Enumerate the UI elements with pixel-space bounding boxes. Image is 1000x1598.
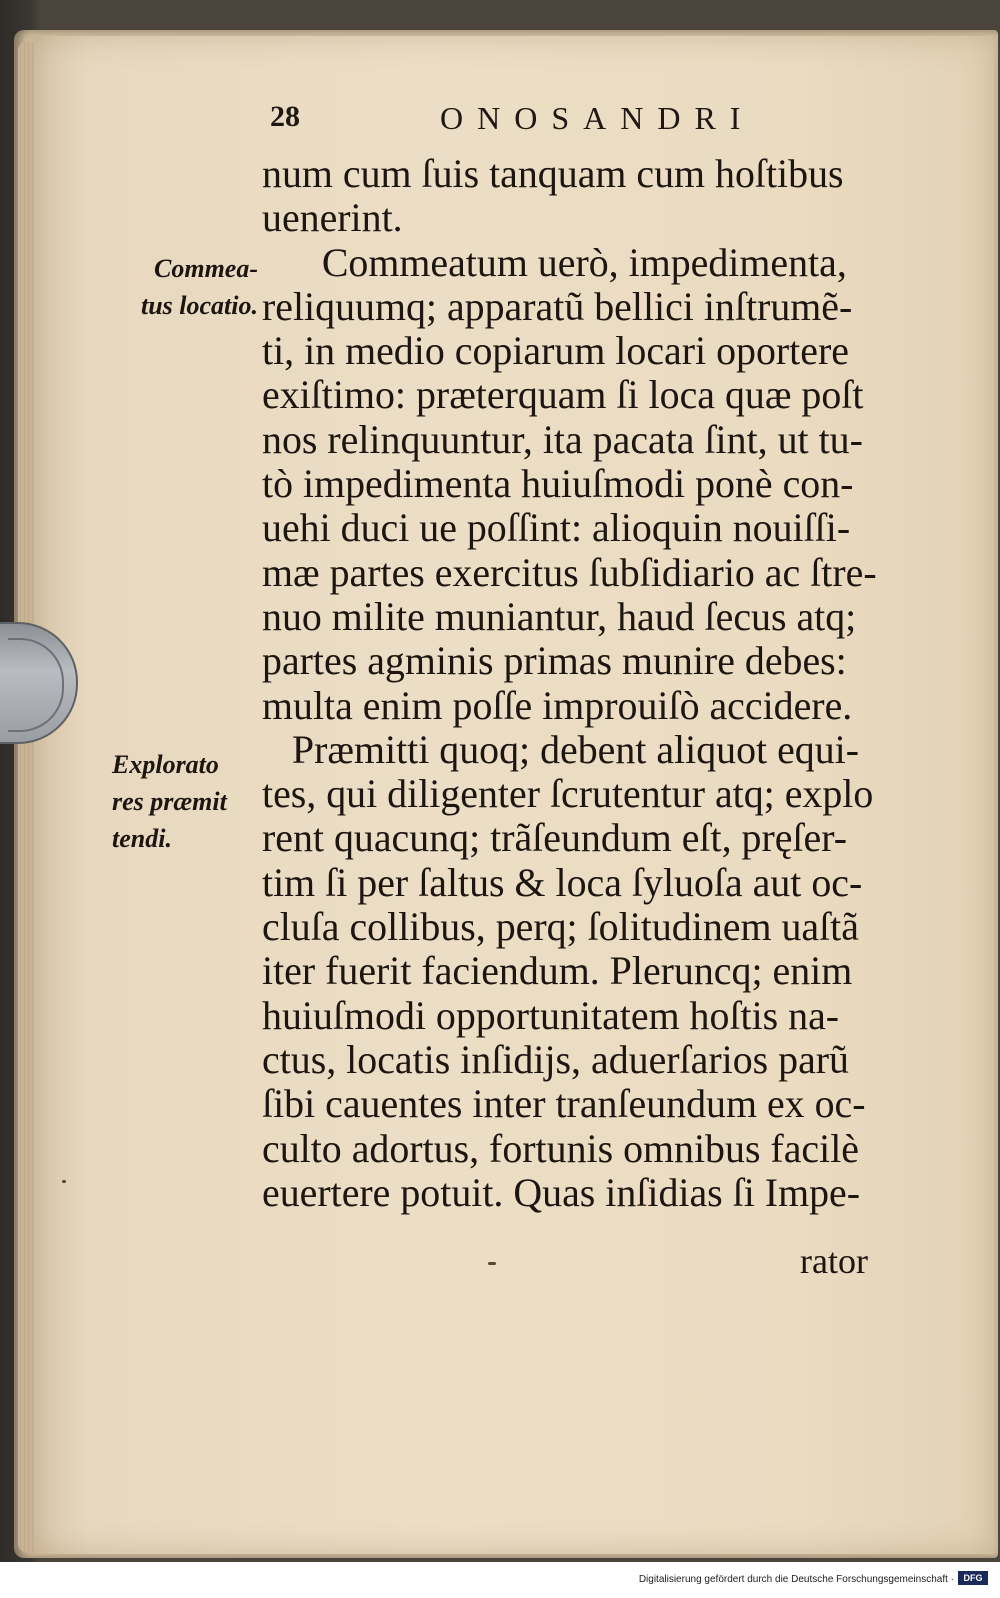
ink-speck [62, 1180, 66, 1183]
marginal-note-line: Explorato [112, 750, 219, 779]
text-line: nos relinquuntur, ita pacata ſint, ut tu- [262, 416, 863, 462]
running-head: ONOSANDRI [440, 100, 755, 136]
page-header [270, 100, 910, 140]
text-line: huiuſmodi opportunitatem hoſtis na- [262, 992, 840, 1038]
marginal-note-exploratores [112, 746, 227, 857]
text-line: exiſtimo: præterquam ſi loca quæ poſt [262, 372, 864, 418]
metal-clip-inner [8, 638, 64, 732]
text-line: iter fuerit faciendum. Pleruncq; enim [262, 948, 853, 994]
text-line: euertere potuit. Quas inſidias ſi Impe- [262, 1169, 861, 1215]
text-line: cluſa collibus, perq; ſolitudinem uaſtã [262, 904, 859, 950]
text-line: nuo milite muniantur, haud ſecus atq; [262, 593, 857, 639]
text-line: partes agminis primas munire debes: [262, 638, 847, 684]
ink-speck [488, 1262, 496, 1265]
text-line: uenerint. [262, 195, 403, 241]
text-line: ti, in medio copiarum locari oportere [262, 328, 849, 374]
dfg-logo: DFG [958, 1571, 988, 1585]
text-line: tò impedimenta huiuſmodi ponè con- [262, 461, 854, 507]
text-line: mæ partes exercitus ſubſidiario ac ſtre- [262, 549, 877, 595]
marginal-note-line: Commea- [154, 254, 258, 283]
text-line: num cum ſuis tanquam cum hoſtibus [262, 151, 844, 196]
text-line: Commeatum uerò, impedimenta, [321, 239, 847, 285]
text-line: culto adortus, fortunis omnibus facilè [262, 1125, 859, 1171]
text-line: ſibi cauentes inter tranſeundum ex oc- [262, 1081, 866, 1127]
text-line: uehi duci ue poſſint: alioquin nouiſſi- [262, 505, 851, 551]
page-number: 28 [270, 100, 300, 133]
text-line: reliquumq; apparatũ bellici inſtrumẽ- [262, 283, 853, 329]
marginal-note-line: tendi. [112, 824, 172, 853]
text-line: tes, qui diligenter ſcrutentur atq; explo [262, 771, 874, 817]
body-text [262, 152, 912, 1215]
text-line: multa enim poſſe improuiſò accidere. [262, 682, 853, 728]
funding-credit: Digitalisierung gefördert durch die Deutsche Forschungsgemeinschaft · [638, 1574, 954, 1585]
text-line: rent quacunq; trãſeundum eſt, pręſer- [262, 815, 847, 861]
marginal-note-line: res præmit [112, 787, 227, 816]
text-line: Præmitti quoq; debent aliquot equi- [291, 726, 860, 772]
catchword: rator [800, 1241, 868, 1281]
text-line: ctus, locatis inſidijs, aduerſarios parũ [262, 1036, 849, 1082]
marginal-note-commeatus [140, 250, 258, 324]
text-line: tim ſi per ſaltus & loca ſyluoſa aut oc- [262, 859, 863, 905]
marginal-note-line: tus locatio. [140, 291, 258, 320]
